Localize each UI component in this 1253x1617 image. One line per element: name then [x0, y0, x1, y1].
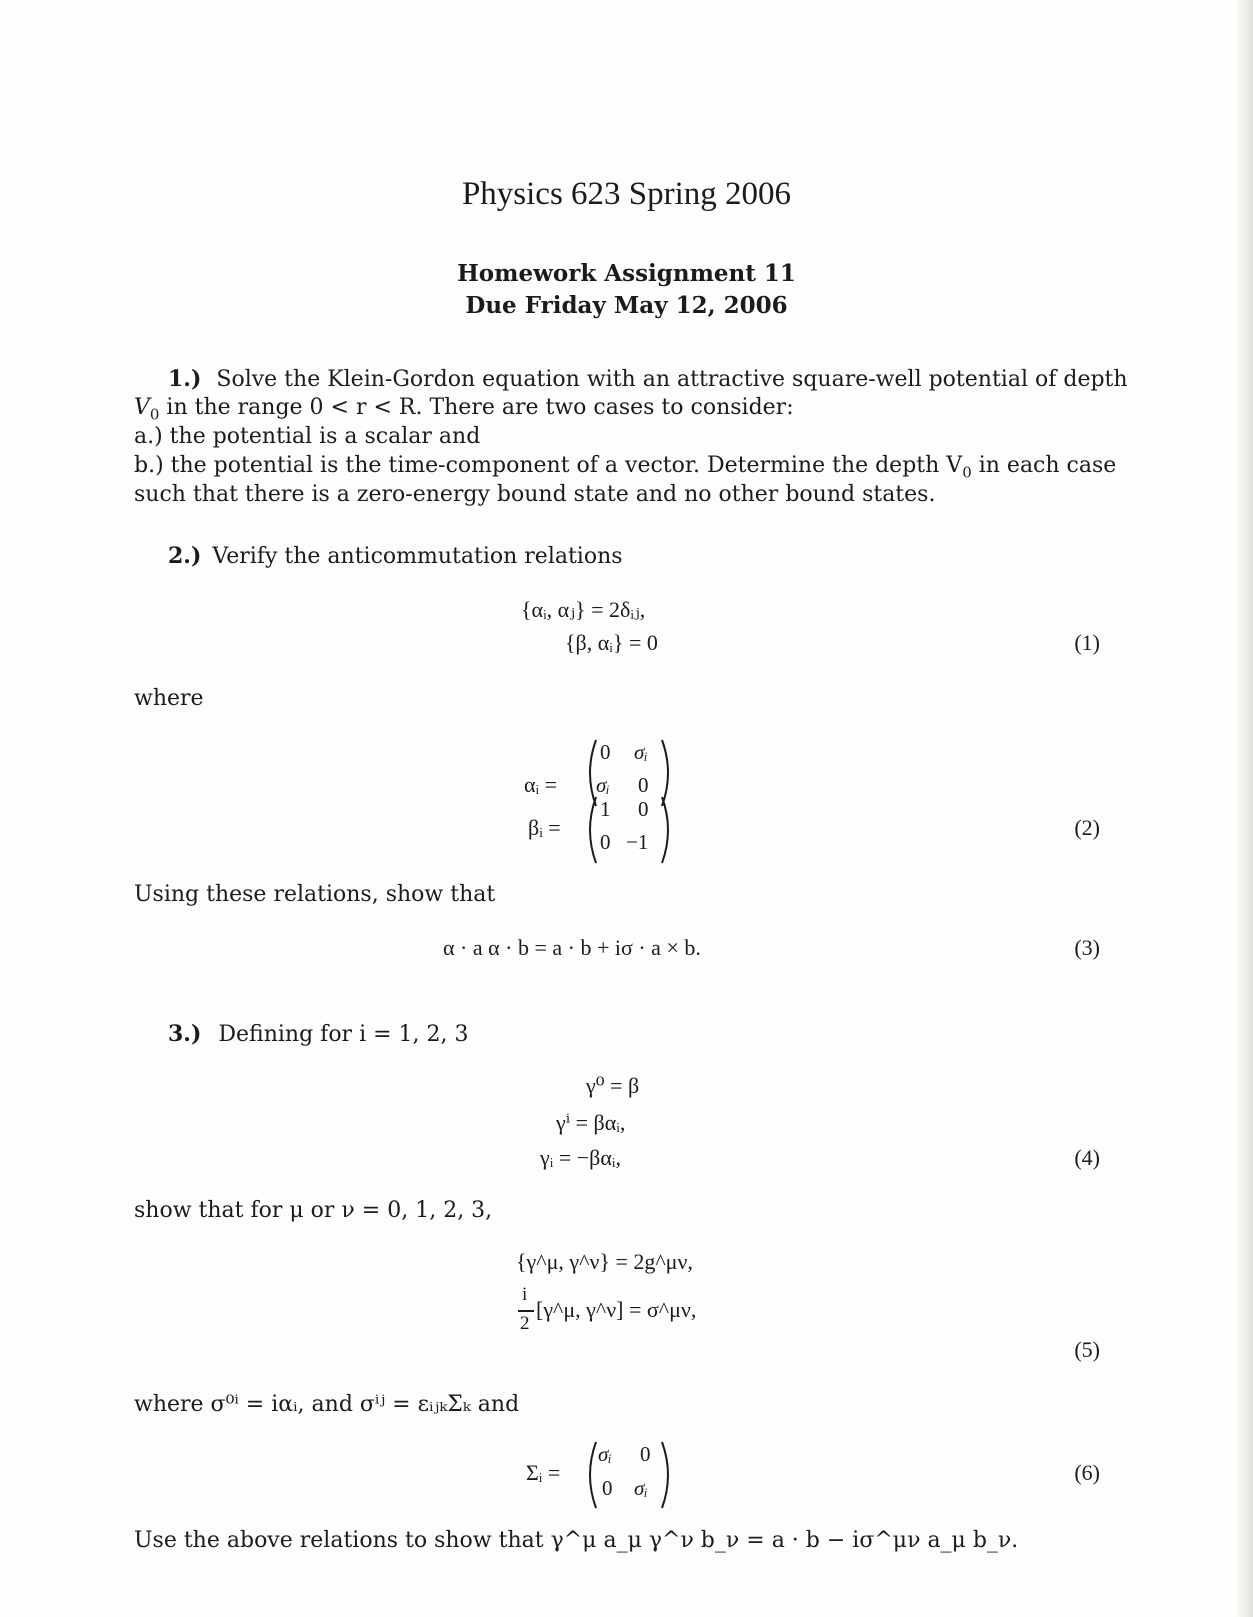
- eq5-frac-den: 2: [520, 1313, 530, 1334]
- problem2-number: 2.): [168, 543, 202, 569]
- problem1-line5: such that there is a zero-energy bound state and no other bound states.: [134, 482, 936, 507]
- eq5-line2: [γ^μ, γ^ν] = σ^μν,: [536, 1297, 697, 1322]
- eq5-frac-num: i: [522, 1284, 528, 1305]
- beta-m12: 0: [638, 797, 649, 821]
- due-date: Due Friday May 12, 2006: [465, 292, 788, 319]
- sigma-definition-text: where σ⁰ⁱ = iαᵢ, and σⁱʲ = εᵢⱼₖΣₖ and: [134, 1392, 520, 1417]
- sigma-m12: 0: [640, 1442, 651, 1466]
- problem2-intro: [168, 541, 623, 572]
- where-label: where: [134, 686, 204, 711]
- final-instruction: Use the above relations to show that γ^μ a_μ γ^ν b_ν = a · b − iσ^μν a_μ b_ν.: [134, 1528, 1019, 1553]
- eq4-line2: γⁱ = βαᵢ,: [556, 1110, 626, 1135]
- problem3-number: 3.): [168, 1021, 202, 1047]
- eq2-number: (2): [1074, 815, 1100, 840]
- eq1-line1: {αᵢ, αⱼ} = 2δᵢⱼ,: [521, 597, 646, 622]
- problem3-intro: [168, 1019, 469, 1050]
- problem2-intro-text: Verify the anticommutation relations: [212, 544, 623, 569]
- eq6-number: (6): [1074, 1460, 1100, 1485]
- eq4-line3: γᵢ = −βαᵢ,: [540, 1145, 621, 1170]
- v0-subscript: 0: [149, 405, 160, 424]
- alpha-lhs: αᵢ =: [524, 772, 558, 797]
- problem1-text-line4: b.) the potential is the time-component of a vector. Determine the depth V: [134, 453, 963, 478]
- eq3: α · a α · b = a · b + iσ · a × b.: [443, 935, 701, 960]
- sigma-m21: 0: [602, 1476, 613, 1500]
- beta-lhs: βᵢ =: [528, 815, 561, 840]
- eq1-line2: {β, αᵢ} = 0: [565, 630, 658, 655]
- beta-m11: 1: [600, 797, 611, 821]
- show-that-text: show that for μ or ν = 0, 1, 2, 3,: [134, 1198, 493, 1223]
- beta-m21: 0: [600, 830, 611, 854]
- eq4-number: (4): [1074, 1145, 1100, 1170]
- alpha-m22: 0: [638, 773, 649, 797]
- problem1-case-a: a.) the potential is a scalar and: [134, 424, 481, 449]
- sigma-m22: σᵢ: [634, 1476, 648, 1500]
- eq3-number: (3): [1074, 935, 1100, 960]
- using-relations-text: Using these relations, show that: [134, 882, 496, 907]
- sigma-m11: σᵢ: [598, 1442, 612, 1466]
- alpha-m11: 0: [600, 740, 611, 764]
- scan-shadow-edge: [1235, 0, 1253, 1617]
- problem3-intro-text: Defining for i = 1, 2, 3: [218, 1022, 469, 1047]
- alpha-m21: σᵢ: [596, 773, 610, 797]
- eq5-number: (5): [1074, 1337, 1100, 1362]
- eq5-frac-bar: [518, 1310, 534, 1312]
- assignment-title: Homework Assignment 11: [457, 260, 796, 287]
- v0-subscript-2: 0: [962, 463, 972, 482]
- course-title: Physics 623 Spring 2006: [461, 176, 792, 212]
- problem1-text-line4b: in each case: [971, 453, 1117, 478]
- sigma-lhs: Σᵢ =: [526, 1460, 561, 1485]
- alpha-m12: σᵢ: [634, 740, 648, 764]
- problem1-number: 1.): [168, 366, 202, 392]
- problem1-text-line2: in the range 0 < r < R. There are two cases to consider:: [159, 395, 794, 420]
- problem1-line1: [168, 364, 1128, 395]
- v0-symbol: V: [134, 395, 150, 420]
- eq4-line1: γ⁰ = β: [586, 1073, 640, 1098]
- beta-m22: −1: [626, 830, 649, 854]
- eq1-number: (1): [1074, 630, 1100, 655]
- eq5-line1: {γ^μ, γ^ν} = 2g^μν,: [516, 1249, 693, 1274]
- problem1-text-line1: Solve the Klein-Gordon equation with an attractive square-well potential of depth: [216, 367, 1128, 392]
